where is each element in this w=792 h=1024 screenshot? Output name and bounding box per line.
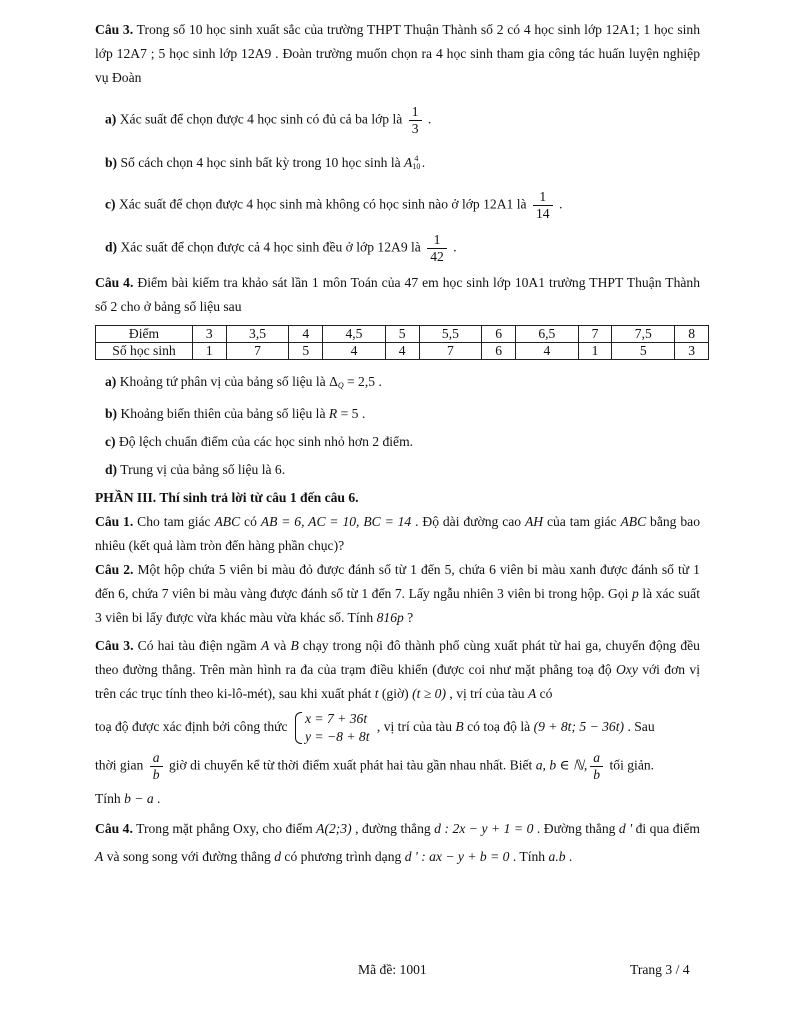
option-label: c) xyxy=(105,196,116,212)
question-text: Tính xyxy=(95,791,125,806)
question-label: Câu 4. xyxy=(95,275,134,290)
fraction xyxy=(150,750,163,783)
table-cell: 8 xyxy=(675,326,709,343)
exam-code: Mã đề: 1001 xyxy=(358,962,427,977)
option-text: Khoảng biến thiên của bảng số liệu là xyxy=(117,406,329,421)
math-inline: d xyxy=(274,849,282,864)
question-label: Câu 3. xyxy=(95,638,134,653)
option-label: d) xyxy=(105,462,118,477)
table-cell: 6,5 xyxy=(515,326,578,343)
table-cell: 3,5 xyxy=(226,326,289,343)
question-3 xyxy=(95,634,700,706)
question-text: . Đường thẳng xyxy=(533,821,619,836)
option-c xyxy=(95,430,700,454)
question-text: giờ di chuyển kể từ thời điểm xuất phát hai tàu gần nhau nhất. Biết xyxy=(165,757,536,773)
table-cell: 4 xyxy=(385,343,419,360)
option-label: a) xyxy=(105,374,117,389)
question-4-stem xyxy=(95,271,700,319)
option-d xyxy=(95,232,700,265)
table-cell: 5 xyxy=(385,326,419,343)
table-cell: 7 xyxy=(419,343,482,360)
question-text: chạy trong nội đô thành phố cùng xuất phát từ hai ga, chuyển động đều theo đường thẳng. Trên màn hình ra đa của trạm điều khiển (được coi như mặt phẳng toạ độ xyxy=(95,638,700,677)
table-cell: 3 xyxy=(193,326,227,343)
question-text: toạ độ được xác định bởi công thức xyxy=(95,719,291,735)
table-cell: 5 xyxy=(612,343,675,360)
question-text: (giờ) xyxy=(378,686,413,701)
question-text: . xyxy=(153,791,161,806)
math-inline: A xyxy=(527,686,537,701)
table-cell: 7,5 xyxy=(612,326,675,343)
question-3-time-line xyxy=(95,750,700,783)
math-inline: A xyxy=(95,849,104,864)
question-text: với đơn vị trên các trục tính theo ki-lô-mét), sau khi xuất phát xyxy=(95,662,700,701)
equation-line: x = 7 + 36t xyxy=(304,711,368,726)
question-3-ask xyxy=(95,787,700,811)
question-text: , vị trí của tàu xyxy=(446,686,528,701)
question-text: tối giản. xyxy=(606,757,655,773)
table-row xyxy=(96,326,709,343)
option-end: . xyxy=(375,374,382,389)
fraction-numerator: a xyxy=(590,750,603,767)
table-row-header: Điểm xyxy=(96,326,193,343)
math-inline: b − a xyxy=(124,791,154,806)
equation-line: y = −8 + 8t xyxy=(304,729,370,744)
question-text: , vị trí của tàu xyxy=(373,719,456,735)
score-table xyxy=(95,325,709,360)
question-text: có xyxy=(240,514,261,529)
math-symbol: Δ xyxy=(329,374,338,389)
fraction-denominator: 3 xyxy=(411,121,419,136)
question-4 xyxy=(95,815,700,871)
question-text: bằng bao nhiêu (kết quả làm tròn đến hàng phần chục)? xyxy=(95,514,700,553)
table-cell: 4 xyxy=(515,343,578,360)
question-text: và xyxy=(269,638,291,653)
table-cell: 4 xyxy=(323,343,386,360)
option-text: Trung vị của bảng số liệu là 6. xyxy=(117,462,286,477)
math-inline: d ' : ax − y + b = 0 xyxy=(404,849,510,864)
option-text: Xác suất để chọn được 4 học sinh có đủ cả ba lớp là xyxy=(116,111,406,127)
table-cell: 4 xyxy=(289,326,323,343)
question-text: Cho tam giác xyxy=(133,514,215,529)
math-inline: ABC xyxy=(214,514,241,529)
question-text: là xác suất 3 viên bi lấy được vừa khác màu vừa khác số. Tính xyxy=(95,586,700,625)
fraction xyxy=(590,750,603,783)
question-label: Câu 3. xyxy=(95,22,134,37)
math-inline: (9 + 8t; 5 − 36t) xyxy=(533,719,625,735)
option-text: Xác suất để chọn được 4 học sinh mà không có học sinh nào ở lớp 12A1 là xyxy=(115,196,530,212)
table-row-header: Số học sinh xyxy=(96,343,193,360)
option-a xyxy=(95,370,700,398)
table-cell: 1 xyxy=(578,343,612,360)
math-inline: d ' xyxy=(618,821,633,836)
option-text: Số cách chọn 4 học sinh bất kỳ trong 10 học sinh là xyxy=(117,155,405,170)
question-text: có phương trình dạng xyxy=(281,849,405,864)
option-text: Độ lệch chuẩn điểm của các học sinh nhỏ hơn 2 điểm. xyxy=(115,434,414,449)
math-inline: Oxy xyxy=(615,662,638,677)
math-symbol: A xyxy=(404,155,413,170)
table-cell: 4,5 xyxy=(323,326,386,343)
question-label: Câu 2. xyxy=(95,562,134,577)
math-inline: a, b ∈ ℕ, xyxy=(535,757,588,773)
option-end: . xyxy=(555,196,563,212)
question-text: Điểm bài kiểm tra khảo sát lần 1 môn Toán của 47 em học sinh lớp 10A1 trường THPT Thuận Thành số 2 cho ở bảng số liệu sau xyxy=(95,275,700,314)
question-text: Có hai tàu điện ngầm xyxy=(133,638,262,653)
fraction-numerator: 1 xyxy=(409,104,422,121)
math-inline: AH xyxy=(524,514,544,529)
option-text: Xác suất để chọn được cả 4 học sinh đều ở lớp 12A9 là xyxy=(117,239,425,255)
math-inline: A xyxy=(261,638,270,653)
math-inline: ABC xyxy=(620,514,647,529)
table-row xyxy=(96,343,709,360)
table-cell: 5,5 xyxy=(419,326,482,343)
option-label: d) xyxy=(105,239,118,255)
question-text: . Sau xyxy=(624,719,655,735)
question-text: Trong số 10 học sinh xuất sắc của trường THPT Thuận Thành số 2 có 4 học sinh lớp 12A1; 1 học sinh lớp 12A7 ; 5 học sinh lớp 12A9 . Đoàn trường muốn chọn ra 4 học sinh tham gia công tác huấn luyện nghiệp vụ Đoàn xyxy=(95,22,700,85)
table-cell: 7 xyxy=(578,326,612,343)
fraction-denominator: b xyxy=(593,767,601,782)
math-inline: B xyxy=(290,638,299,653)
math-inline: AB = 6, AC = 10, BC = 14 xyxy=(260,514,412,529)
question-text: Trong mặt phẳng Oxy, cho điểm xyxy=(132,821,317,836)
question-text: . Tính xyxy=(509,849,549,864)
equation-system xyxy=(295,710,370,746)
math-value: = 5 xyxy=(337,406,359,421)
question-text: Một hộp chứa 5 viên bi màu đỏ được đánh số từ 1 đến 5, chứa 6 viên bi màu xanh được đánh số từ 1 đến 6, chứa 7 viên bi màu vàng được đánh số từ 1 đến 7. Lấy ngẫu nhiên 3 viên bi trong hộp. Gọi xyxy=(95,562,700,601)
option-label: b) xyxy=(105,406,118,421)
option-end: . xyxy=(418,155,426,170)
question-text: . xyxy=(565,849,573,864)
question-text: của tam giác xyxy=(543,514,621,529)
option-label: c) xyxy=(105,434,116,449)
option-d xyxy=(95,458,700,482)
fraction-numerator: 1 xyxy=(427,232,447,249)
question-text: thời gian xyxy=(95,757,147,773)
fraction-numerator: a xyxy=(150,750,163,767)
math-subscript: Q xyxy=(337,381,344,390)
table-cell: 5 xyxy=(289,343,323,360)
question-1 xyxy=(95,510,700,558)
question-text: , đường thẳng xyxy=(351,821,435,836)
question-2 xyxy=(95,558,700,630)
section-heading: PHẦN III. Thí sinh trả lời từ câu 1 đến câu 6. xyxy=(95,490,359,505)
question-text: có xyxy=(536,686,553,701)
math-inline: d : 2x − y + 1 = 0 xyxy=(434,821,534,836)
option-b xyxy=(95,147,700,179)
math-inline: A(2;3) xyxy=(316,821,352,836)
option-label: a) xyxy=(105,111,117,127)
fraction xyxy=(427,232,447,265)
question-3-stem xyxy=(95,18,700,90)
option-c xyxy=(95,189,700,222)
math-value: = 2,5 xyxy=(343,374,376,389)
option-end: . xyxy=(358,406,366,421)
table-cell: 6 xyxy=(482,326,516,343)
fraction-denominator: b xyxy=(152,767,160,782)
math-inline: a.b xyxy=(548,849,566,864)
table-cell: 6 xyxy=(482,343,516,360)
option-b xyxy=(95,402,700,426)
question-label: Câu 4. xyxy=(95,821,133,836)
table-cell: 1 xyxy=(193,343,227,360)
fraction-denominator: 42 xyxy=(430,249,444,264)
fraction-numerator: 1 xyxy=(533,189,553,206)
question-text: ? xyxy=(403,610,414,625)
option-a xyxy=(95,104,700,137)
math-superscript: 4 xyxy=(414,154,419,163)
exam-page xyxy=(95,18,700,871)
fraction xyxy=(409,104,422,137)
option-end: . xyxy=(449,239,457,255)
page-number: Trang 3 / 4 xyxy=(630,962,690,977)
table-cell: 3 xyxy=(675,343,709,360)
math-inline: (t ≥ 0) xyxy=(412,686,447,701)
math-inline: B xyxy=(455,719,464,735)
fraction-denominator: 14 xyxy=(535,206,550,221)
math-inline: 816p xyxy=(376,610,404,625)
math-inline: t xyxy=(374,686,379,701)
question-text: và song song với đường thẳng xyxy=(103,849,275,864)
question-text: có toạ độ là xyxy=(463,719,534,735)
math-subscript: 10 xyxy=(412,162,421,171)
math-symbol: R xyxy=(328,406,338,421)
fraction xyxy=(533,189,553,222)
question-text: . Độ dài đường cao xyxy=(411,514,525,529)
question-label: Câu 1. xyxy=(95,514,134,529)
table-cell: 7 xyxy=(226,343,289,360)
option-text: Khoảng tứ phân vị của bảng số liệu là xyxy=(116,374,330,389)
question-text: đi qua điểm xyxy=(632,821,700,836)
option-end: . xyxy=(424,111,432,127)
math-inline: p xyxy=(631,586,639,601)
question-3-formula-line xyxy=(95,710,700,746)
option-label: b) xyxy=(105,155,118,170)
